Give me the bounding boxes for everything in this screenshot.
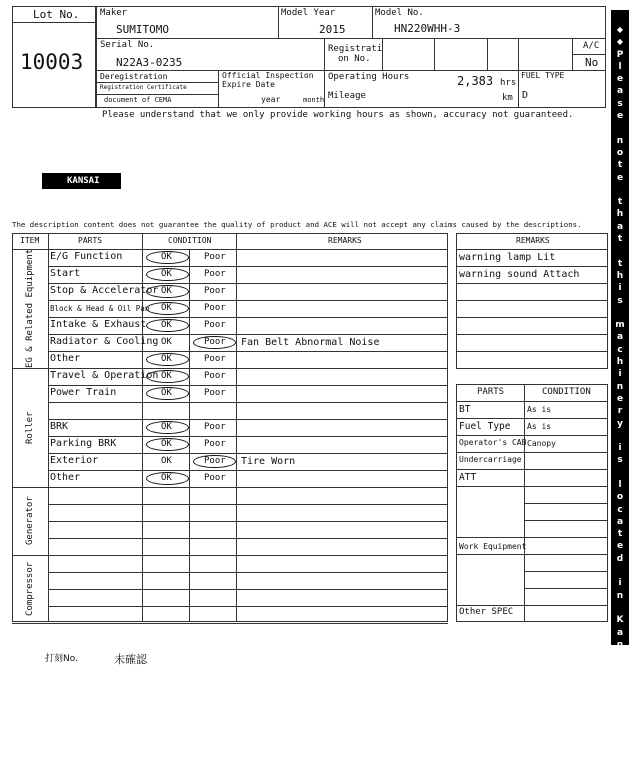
condition-poor[interactable]: Poor bbox=[204, 337, 226, 347]
selected-condition-oval bbox=[193, 336, 236, 349]
condition-poor[interactable]: Poor bbox=[204, 286, 226, 296]
condition-ok[interactable]: OK bbox=[161, 320, 172, 330]
fuel-type-label: FUEL TYPE bbox=[521, 71, 565, 80]
table-part-name: Intake & Exhaust bbox=[50, 319, 147, 330]
condition-ok[interactable]: OK bbox=[161, 354, 172, 364]
header-parts: PARTS bbox=[78, 236, 103, 245]
right-part-condition: As is bbox=[527, 422, 552, 431]
stamp-label: 打刻No. bbox=[45, 654, 78, 664]
condition-ok[interactable]: OK bbox=[161, 303, 172, 313]
table-part-name: Radiator & Cooling bbox=[50, 336, 159, 347]
model-year-value: 2015 bbox=[319, 23, 346, 36]
condition-poor[interactable]: Poor bbox=[204, 388, 226, 398]
operating-hours-label: Operating Hours bbox=[328, 72, 410, 82]
region-badge-label: KANSAI bbox=[67, 176, 100, 186]
group-label-1: Roller bbox=[25, 411, 35, 444]
maker-label: Maker bbox=[100, 8, 128, 18]
inspection-label-2: Expire Date bbox=[222, 80, 275, 89]
condition-ok[interactable]: OK bbox=[161, 473, 172, 483]
right-part-name: Fuel Type bbox=[459, 421, 511, 432]
right-part-name: BT bbox=[459, 404, 471, 415]
group-label-0: EG & Related Equipment bbox=[25, 248, 35, 369]
condition-ok[interactable]: OK bbox=[161, 337, 172, 347]
right-parts-header: PARTS bbox=[477, 387, 505, 397]
header-condition: CONDITION bbox=[168, 236, 212, 245]
km-label: km bbox=[502, 93, 513, 103]
selected-condition-oval bbox=[146, 353, 189, 366]
right-part-name: Undercarriage bbox=[459, 455, 522, 464]
table-part-name: E/G Function bbox=[50, 251, 123, 262]
condition-ok[interactable]: OK bbox=[161, 252, 172, 262]
mileage-label: Mileage bbox=[328, 91, 366, 101]
table-part-name: Travel & Operation bbox=[50, 370, 159, 381]
month-label: month bbox=[303, 96, 325, 104]
registration-label: Registrati bbox=[328, 44, 383, 54]
right-part-name: Operator's CAB bbox=[459, 438, 527, 447]
diamond-icon: ◆ bbox=[616, 37, 624, 47]
condition-poor[interactable]: Poor bbox=[204, 371, 226, 381]
lot-no-label: Lot No. bbox=[33, 8, 80, 21]
diamond-icon: ◆ bbox=[616, 762, 624, 772]
other-spec-label: Other SPEC bbox=[459, 607, 514, 617]
condition-poor[interactable]: Poor bbox=[204, 269, 226, 279]
right-part-condition: Canopy bbox=[527, 439, 556, 448]
selected-condition-oval bbox=[146, 370, 189, 383]
table-part-name: BRK bbox=[50, 421, 69, 432]
ac-label: A/C bbox=[583, 41, 600, 51]
table-part-name: Power Train bbox=[50, 387, 117, 398]
selected-condition-oval bbox=[146, 472, 189, 485]
table-remark: Tire Worn bbox=[241, 456, 296, 467]
table-part-name: Block & Head & Oil Pan bbox=[50, 304, 150, 313]
group-label-3: Compressor bbox=[25, 561, 35, 617]
serial-no-label: Serial No. bbox=[100, 40, 155, 50]
condition-ok[interactable]: OK bbox=[161, 456, 172, 466]
ac-value: No bbox=[585, 56, 599, 69]
condition-poor[interactable]: Poor bbox=[204, 320, 226, 330]
right-part-name: ATT bbox=[459, 472, 477, 483]
group-label-2: Generator bbox=[25, 496, 35, 546]
serial-no-value: N22A3-0235 bbox=[116, 56, 183, 69]
right-part-condition: As is bbox=[527, 405, 552, 414]
table-part-name: Stop & Accelerator bbox=[50, 285, 159, 296]
condition-ok[interactable]: OK bbox=[161, 286, 172, 296]
condition-poor[interactable]: Poor bbox=[204, 422, 226, 432]
model-no-value: HN220WHH-3 bbox=[394, 22, 461, 35]
selected-condition-oval bbox=[146, 319, 189, 332]
condition-poor[interactable]: Poor bbox=[204, 354, 226, 364]
selected-condition-oval bbox=[146, 387, 189, 400]
fuel-type-value: D bbox=[522, 90, 529, 101]
deregistration-label: Deregistration bbox=[100, 72, 168, 81]
year-label: year bbox=[261, 95, 281, 104]
condition-poor[interactable]: Poor bbox=[204, 303, 226, 313]
table-part-name: Other bbox=[50, 353, 81, 364]
registration-certificate-label: Registration Certificate bbox=[100, 84, 187, 91]
condition-ok[interactable]: OK bbox=[161, 422, 172, 432]
condition-ok[interactable]: OK bbox=[161, 371, 172, 381]
diamond-icon: ◆ bbox=[616, 25, 624, 34]
condition-poor[interactable]: Poor bbox=[204, 456, 226, 466]
table-part-name: Exterior bbox=[50, 455, 99, 466]
side-banner: ◆ ◆ P l e a s e n o t e t h a t t h i s m a c h i n e r y i s l o c a t e d i n K a n s a i Y a r d ◆ ◆ bbox=[611, 10, 629, 645]
header-item: ITEM bbox=[20, 236, 40, 245]
table-part-name: Other bbox=[50, 472, 81, 483]
selected-condition-oval bbox=[146, 438, 189, 451]
working-hours-notice: Please understand that we only provide working hours as shown, accuracy not guaranteed. bbox=[102, 110, 574, 120]
table-remark: Fan Belt Abnormal Noise bbox=[241, 337, 380, 348]
right-condition-header: CONDITION bbox=[542, 387, 591, 397]
right-remark-row: warning sound Attach bbox=[459, 269, 580, 280]
right-remark-row: warning lamp Lit bbox=[459, 252, 556, 263]
selected-condition-oval bbox=[193, 455, 236, 468]
table-part-name: Parking BRK bbox=[50, 438, 117, 449]
inspection-label: Official Inspection bbox=[222, 71, 314, 80]
table-part-name: Start bbox=[50, 268, 81, 279]
model-year-label: Model Year bbox=[281, 8, 336, 18]
right-remarks-header: REMARKS bbox=[516, 236, 550, 245]
condition-poor[interactable]: Poor bbox=[204, 473, 226, 483]
condition-poor[interactable]: Poor bbox=[204, 252, 226, 262]
selected-condition-oval bbox=[146, 268, 189, 281]
lot-no-value: 10003 bbox=[20, 50, 84, 74]
work-equipment-label: Work Equipment bbox=[459, 542, 527, 551]
selected-condition-oval bbox=[146, 285, 189, 298]
condition-poor[interactable]: Poor bbox=[204, 439, 226, 449]
selected-condition-oval bbox=[146, 302, 189, 315]
condition-ok[interactable]: OK bbox=[161, 388, 172, 398]
model-no-label: Model No. bbox=[375, 8, 424, 18]
operating-hours-value: 2,383 bbox=[457, 74, 494, 88]
registration-label-2: on No. bbox=[338, 54, 371, 64]
document-cema-label: document of CEMA bbox=[104, 96, 172, 104]
maker-value: SUMITOMO bbox=[116, 23, 169, 36]
header-remarks: REMARKS bbox=[328, 236, 362, 245]
condition-ok[interactable]: OK bbox=[161, 439, 172, 449]
selected-condition-oval bbox=[146, 421, 189, 434]
stamp-value: 未確認 bbox=[114, 653, 147, 666]
diamond-icon: ◆ bbox=[616, 750, 624, 760]
disclaimer-text: The description content does not guarantee the quality of product and ACE will not accept any claims caused by the descriptions. bbox=[12, 220, 582, 229]
hrs-label: hrs bbox=[500, 78, 517, 88]
selected-condition-oval bbox=[146, 251, 189, 264]
condition-ok[interactable]: OK bbox=[161, 269, 172, 279]
